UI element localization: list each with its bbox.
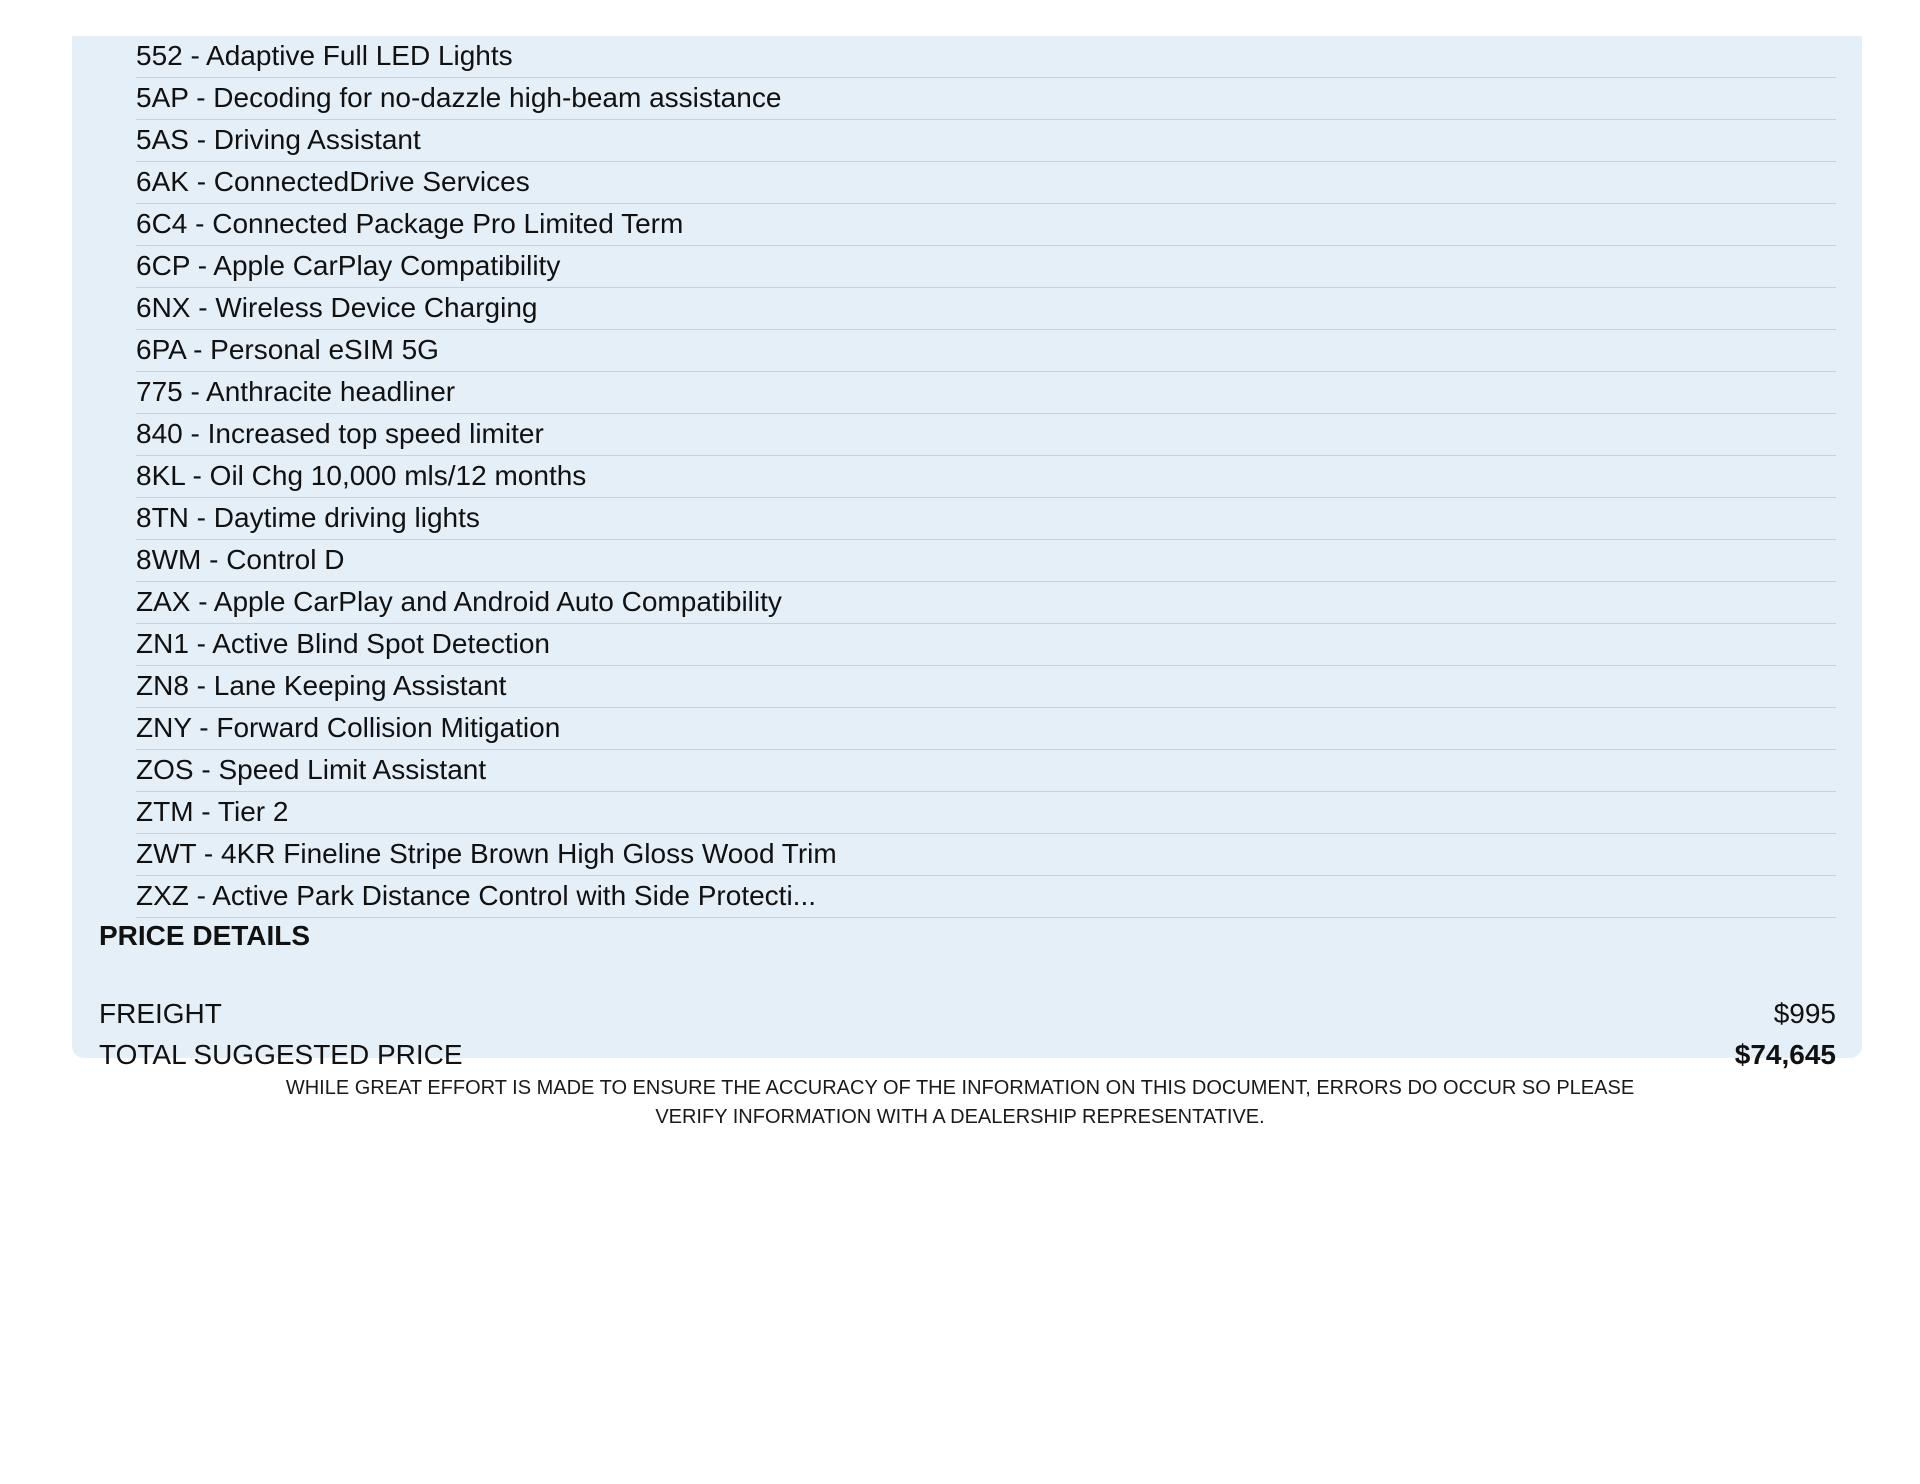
price-details-heading: PRICE DETAILS [99,920,311,951]
disclaimer-line-1: WHILE GREAT EFFORT IS MADE TO ENSURE THE ACCURACY OF THE INFORMATION ON THIS DOCUMENT, ERRORS DO OCCUR SO PLEASE [285,1077,1635,1099]
option-item: 6PA - Personal eSIM 5G [136,330,1836,372]
option-item: 5AS - Driving Assistant [136,120,1836,162]
option-item: 840 - Increased top speed limiter [136,414,1836,456]
option-item: 6C4 - Connected Package Pro Limited Term [136,204,1836,246]
option-item: ZOS - Speed Limit Assistant [136,750,1836,792]
options-panel [72,36,1862,1070]
option-item: ZAX - Apple CarPlay and Android Auto Compatibility [136,582,1836,624]
option-item: 8WM - Control D [136,540,1836,582]
option-item: ZNY - Forward Collision Mitigation [136,708,1836,750]
option-item: 8TN - Daytime driving lights [136,498,1836,540]
total-price-row [99,1035,1836,1075]
option-item: ZTM - Tier 2 [136,792,1836,834]
total-price-label: TOTAL SUGGESTED PRICE [99,1039,463,1070]
option-item: 6NX - Wireless Device Charging [136,288,1836,330]
freight-value: $995 [1773,998,1836,1029]
option-item: ZN8 - Lane Keeping Assistant [136,666,1836,708]
option-item: ZWT - 4KR Fineline Stripe Brown High Gloss Wood Trim [136,834,1836,876]
freight-row [99,994,1836,1034]
option-item: 5AP - Decoding for no-dazzle high-beam assistance [136,78,1836,120]
option-item: 6CP - Apple CarPlay Compatibility [136,246,1836,288]
option-item: 6AK - ConnectedDrive Services [136,162,1836,204]
option-item: 552 - Adaptive Full LED Lights [136,36,1836,78]
freight-label: FREIGHT [99,998,222,1029]
disclaimer [0,1074,1920,1132]
options-list [136,36,1836,918]
option-item: ZN1 - Active Blind Spot Detection [136,624,1836,666]
disclaimer-line-2: VERIFY INFORMATION WITH A DEALERSHIP REPRESENTATIVE. [655,1106,1265,1128]
option-item: 8KL - Oil Chg 10,000 mls/12 months [136,456,1836,498]
option-item: 775 - Anthracite headliner [136,372,1836,414]
option-item: ZXZ - Active Park Distance Control with Side Protecti... [136,876,1836,918]
total-price-value: $74,645 [1734,1039,1836,1070]
